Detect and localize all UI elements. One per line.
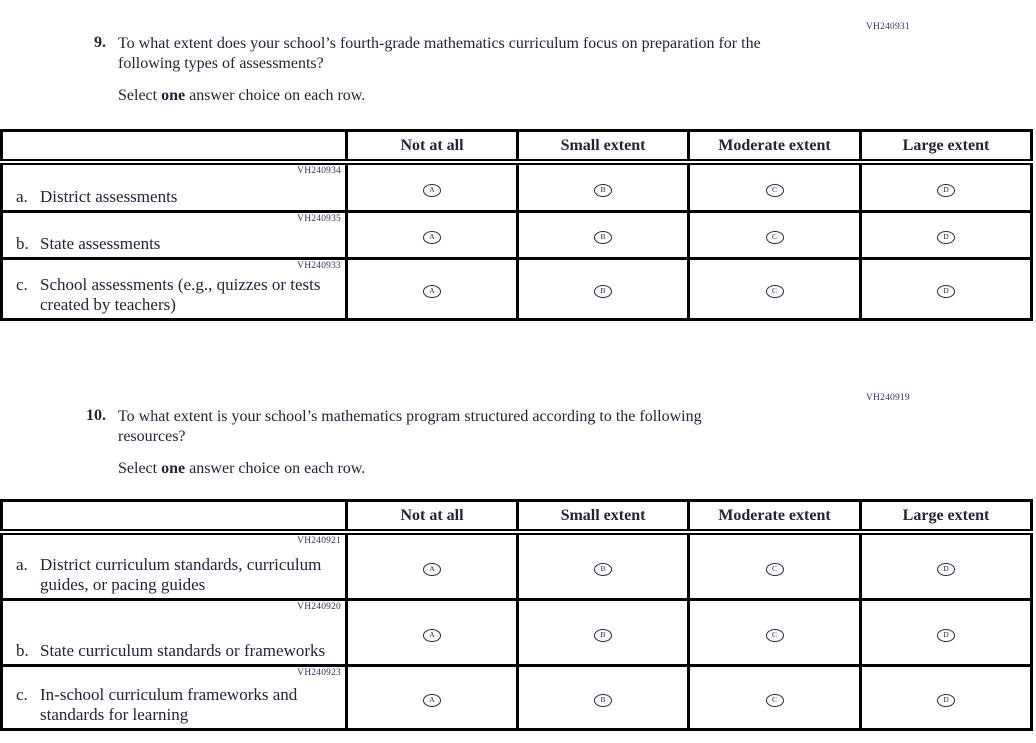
question-10-instruction: [118, 460, 365, 478]
row-label-header: [2, 501, 347, 533]
row-letter: b.: [16, 641, 29, 660]
row-label: [16, 685, 335, 725]
row-label: [16, 234, 335, 254]
answer-oval-c[interactable]: C: [766, 629, 784, 642]
row-label-text: In-school curriculum frameworks and standards for learning: [40, 685, 298, 724]
row-label-text: District assessments: [40, 187, 178, 206]
table-row: [2, 600, 1032, 666]
answer-cell: [518, 259, 689, 320]
column-header-not-at-all: Not at all: [347, 131, 518, 163]
answer-oval-b[interactable]: B: [594, 694, 612, 707]
header-row: [2, 131, 1032, 163]
answer-cell: [861, 212, 1032, 259]
row-label-cell: [2, 162, 347, 212]
answer-oval-b[interactable]: B: [594, 285, 612, 298]
question-10-text: To what extent is your school’s mathematics program structured according to the following resources?: [118, 408, 702, 445]
instruction-prefix: Select: [118, 460, 162, 477]
row-label: [16, 275, 335, 315]
answer-cell: [861, 666, 1032, 730]
answer-oval-c[interactable]: C: [766, 694, 784, 707]
row-letter: c.: [16, 275, 28, 294]
answer-oval-b[interactable]: B: [594, 184, 612, 197]
table-row: [2, 666, 1032, 730]
column-header-large-extent: Large extent: [861, 501, 1032, 533]
answer-cell: [347, 259, 518, 320]
row-accession-code: VH240933: [297, 261, 341, 271]
row-accession-code: VH240935: [297, 214, 341, 224]
column-header-not-at-all: Not at all: [347, 501, 518, 533]
answer-cell: [861, 259, 1032, 320]
question-9-accession-code: VH240931: [866, 22, 910, 32]
answer-oval-c[interactable]: C: [766, 563, 784, 576]
answer-oval-c[interactable]: C: [766, 231, 784, 244]
answer-oval-c[interactable]: C: [766, 184, 784, 197]
answer-cell: [347, 600, 518, 666]
column-header-moderate-extent: Moderate extent: [689, 501, 861, 533]
answer-oval-d[interactable]: D: [937, 629, 955, 642]
answer-cell: [347, 666, 518, 730]
row-label-text: State assessments: [40, 234, 161, 253]
answer-oval-d[interactable]: D: [937, 694, 955, 707]
row-label-cell: [2, 532, 347, 600]
answer-oval-d[interactable]: D: [937, 231, 955, 244]
answer-cell: [689, 162, 861, 212]
question-9-answer-table: [0, 129, 1033, 321]
instruction-bold-word: one: [161, 460, 186, 477]
answer-cell: [689, 259, 861, 320]
answer-oval-a[interactable]: A: [423, 629, 441, 642]
row-label-cell: [2, 259, 347, 320]
row-label-text: State curriculum standards or frameworks: [40, 641, 326, 660]
row-label-text: School assessments (e.g., quizzes or tests created by teachers): [40, 275, 321, 314]
row-accession-code: VH240923: [297, 668, 341, 678]
column-header-large-extent: Large extent: [861, 131, 1032, 163]
header-row: [2, 501, 1032, 533]
instruction-bold-word: one: [161, 87, 186, 104]
answer-oval-a[interactable]: A: [423, 184, 441, 197]
answer-cell: [861, 600, 1032, 666]
row-letter: b.: [16, 234, 29, 253]
row-accession-code: VH240920: [297, 602, 341, 612]
answer-cell: [689, 666, 861, 730]
answer-cell: [518, 600, 689, 666]
row-label-text: District curriculum standards, curriculum guides, or pacing guides: [40, 555, 322, 594]
answer-cell: [347, 532, 518, 600]
answer-cell: [861, 532, 1032, 600]
row-label-cell: [2, 212, 347, 259]
row-label-cell: [2, 666, 347, 730]
table-row: [2, 162, 1032, 212]
table-row: [2, 212, 1032, 259]
row-accession-code: VH240921: [297, 536, 341, 546]
row-letter: c.: [16, 685, 28, 704]
answer-oval-a[interactable]: A: [423, 694, 441, 707]
answer-oval-d[interactable]: D: [937, 184, 955, 197]
question-9-text: To what extent does your school’s fourth-grade mathematics curriculum focus on preparation for the following types of assessments?: [118, 35, 761, 72]
question-10-answer-table: [0, 499, 1033, 731]
answer-cell: [518, 532, 689, 600]
table-row: [2, 259, 1032, 320]
answer-cell: [861, 162, 1032, 212]
table-row: [2, 532, 1032, 600]
answer-oval-a[interactable]: A: [423, 563, 441, 576]
answer-cell: [689, 212, 861, 259]
answer-oval-b[interactable]: B: [594, 563, 612, 576]
instruction-prefix: Select: [118, 87, 162, 104]
answer-cell: [347, 212, 518, 259]
column-header-small-extent: Small extent: [518, 131, 689, 163]
answer-cell: [689, 600, 861, 666]
answer-cell: [518, 212, 689, 259]
instruction-suffix: answer choice on each row.: [185, 460, 366, 477]
question-10-number: 10.: [86, 407, 106, 424]
answer-cell: [689, 532, 861, 600]
answer-oval-b[interactable]: B: [594, 629, 612, 642]
row-label-header: [2, 131, 347, 163]
question-10-accession-code: VH240919: [866, 393, 910, 403]
answer-oval-a[interactable]: A: [423, 285, 441, 298]
answer-oval-a[interactable]: A: [423, 231, 441, 244]
question-9-number: 9.: [94, 34, 106, 51]
row-letter: a.: [16, 187, 28, 206]
row-accession-code: VH240934: [297, 166, 341, 176]
answer-oval-d[interactable]: D: [937, 285, 955, 298]
row-letter: a.: [16, 555, 28, 574]
answer-cell: [518, 162, 689, 212]
answer-cell: [518, 666, 689, 730]
column-header-small-extent: Small extent: [518, 501, 689, 533]
row-label: [16, 641, 335, 661]
answer-oval-d[interactable]: D: [937, 563, 955, 576]
question-9-instruction: [118, 87, 365, 105]
column-header-moderate-extent: Moderate extent: [689, 131, 861, 163]
row-label: [16, 555, 335, 595]
instruction-suffix: answer choice on each row.: [185, 87, 366, 104]
answer-oval-b[interactable]: B: [594, 231, 612, 244]
answer-oval-c[interactable]: C: [766, 285, 784, 298]
answer-cell: [347, 162, 518, 212]
row-label: [16, 187, 335, 207]
row-label-cell: [2, 600, 347, 666]
